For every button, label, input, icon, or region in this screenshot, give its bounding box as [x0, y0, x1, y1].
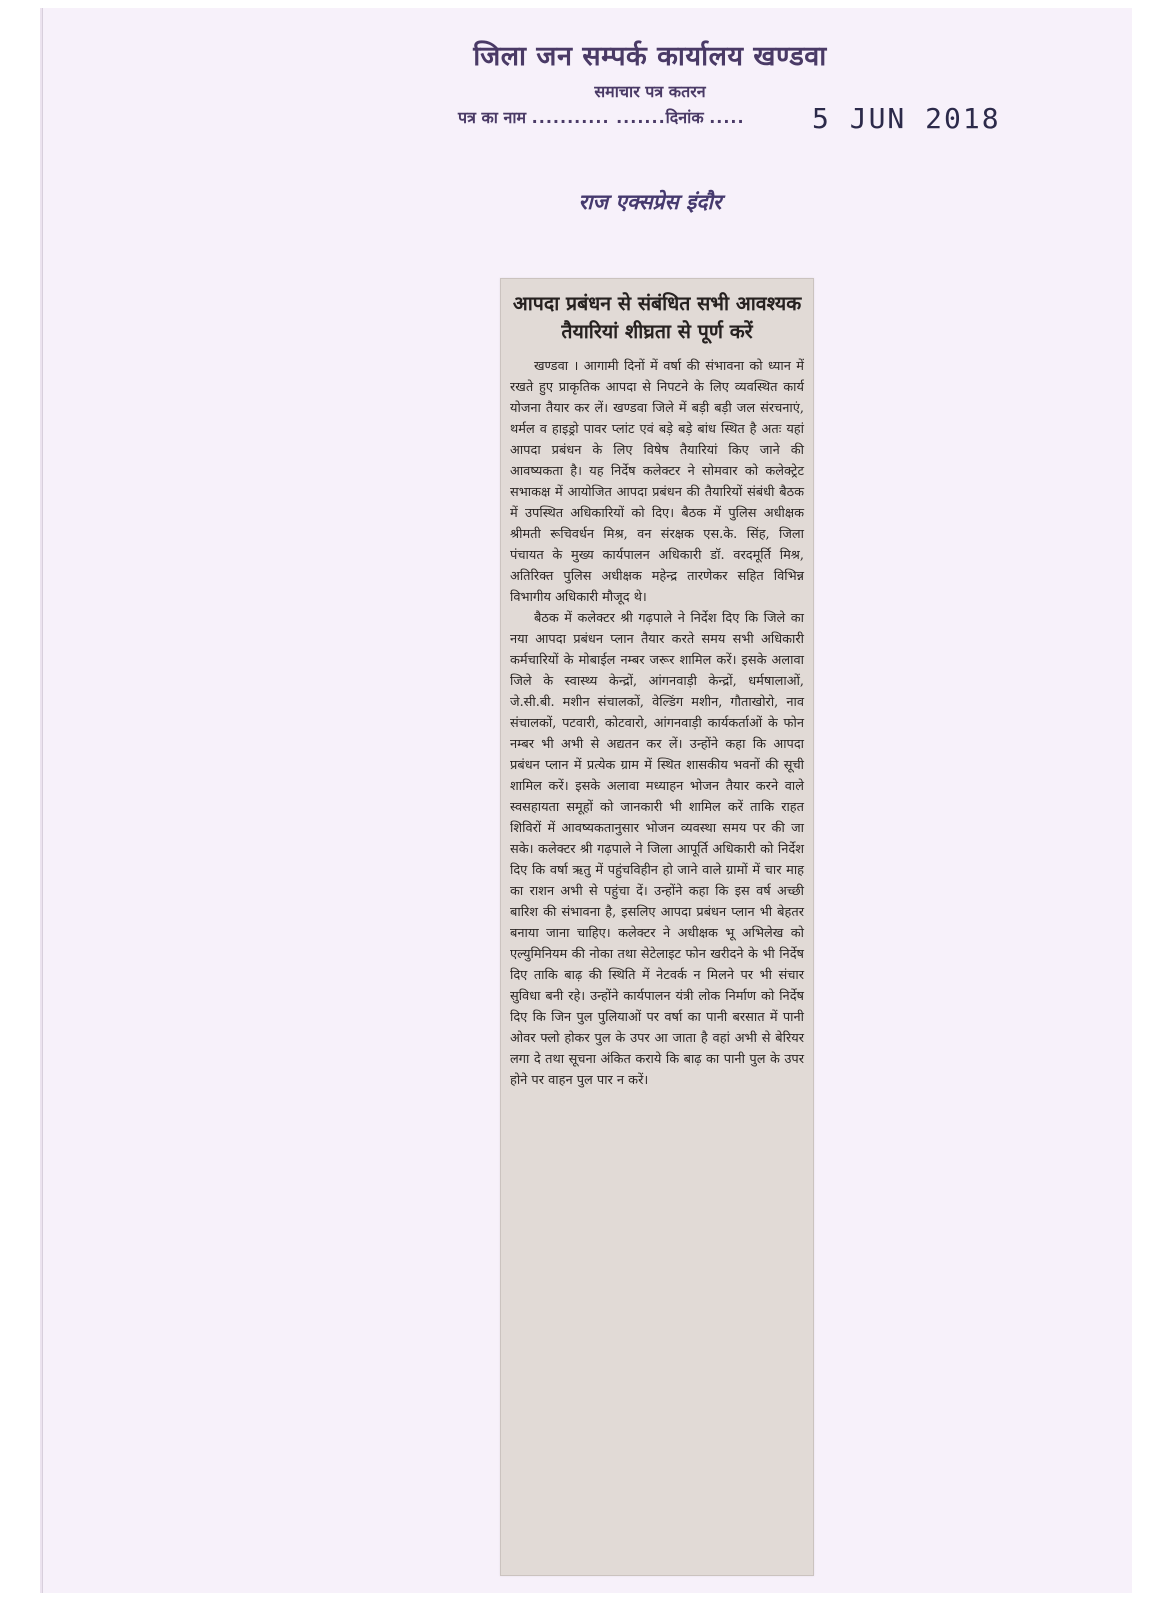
newspaper-clipping [500, 278, 814, 1576]
office-stamp-title: जिला जन सम्पर्क कार्यालय खण्डवा [473, 41, 827, 72]
article-paragraph-1: खण्डवा । आगामी दिनों में वर्षा की संभावना को ध्यान में रखते हुए प्राकृतिक आपदा से निपटने के लिए व्यवस्थित कार्य योजना तैयार कर लें। खण्डवा जिले में बड़ी बड़ी जल संरचनाएं, थर्मल व हाइड्रो पावर प्लांट एवं बड़े बड़े बांध स्थित है अतः यहां आपदा प्रबंधन के लिए विषेष तैयारियां किए जाने की आवष्यकता है। यह निर्देष कलेक्टर ने सोमवार को कलेक्ट्रेट सभाकक्ष में आयोजित आपदा प्रबंधन की तैयारियों संबंधी बैठक में उपस्थित अधिकारियों को दिए। बैठक में पुलिस अधीक्षक श्रीमती रूचिवर्धन मिश्र, वन संरक्षक एस.के. सिंह, जिला पंचायत के मुख्य कार्यपालन अधिकारी डॉ. वरदमूर्ति मिश्र, अतिरिक्त पुलिस अधीक्षक महेन्द्र तारणेकर सहित विभिन्न विभागीय अधिकारी मौजूद थे। [510, 359, 804, 605]
article-headline: आपदा प्रबंधन से संबंधित सभी आवश्यक तैयारियां शीघ्रता से पूर्ण करें [512, 292, 802, 343]
paper-name-label: पत्र का नाम [458, 108, 527, 127]
date-stamp: 5 JUN 2018 [812, 102, 1001, 135]
paper-name-dots: ........... ....... [531, 108, 666, 127]
newspaper-name: राज एक्सप्रेस इंदौर [578, 190, 722, 214]
date-dots: ..... [709, 108, 745, 127]
office-stamp-subtitle: समाचार पत्र कतरन [594, 82, 706, 101]
article-paragraph-2: बैठक में कलेक्टर श्री गढ़पाले ने निर्देश दिए कि जिले का नया आपदा प्रबंधन प्लान तैयार करते समय सभी अधिकारी कर्मचारियों के मोबाईल नम्बर जरूर शामिल करें। इसके अलावा जिले के स्वास्थ्य केन्द्रों, आंगनवाड़ी केन्द्रों, धर्मषालाओं, जे.सी.बी. मशीन संचालकों, वेल्डिंग मशीन, गौताखोरो, नाव संचालकों, पटवारी, कोटवारो, आंगनवाड़ी कार्यकर्ताओं के फोन नम्बर भी अभी से अद्यतन कर लें। उन्होंने कहा कि आपदा प्रबंधन प्लान में प्रत्येक ग्राम में स्थित शासकीय भवनों की सूची शामिल करें। इसके अलावा मध्याहन भोजन तैयार करने वाले स्वसहायता समूहों को जानकारी भी शामिल करें ताकि राहत शिविरों में आवष्यकतानुसार भोजन व्यवस्था समय पर की जा सके। कलेक्टर श्री गढ़पाले ने जिला आपूर्ति अधिकारी को निर्देश दिए कि वर्षा ऋतु में पहुंचविहीन हो जाने वाले ग्रामों में चार माह का राशन अभी से पहुंचा दें। उन्होंने कहा कि इस वर्ष अच्छी बारिश की संभावना है, इसलिए आपदा प्रबंधन प्लान भी बेहतर बनाया जाना चाहिए। कलेक्टर ने अधीक्षक भू अभिलेख को एल्युमिनियम की नोका तथा सेटेलाइट फोन खरीदने के भी निर्देष दिए ताकि बाढ़ की स्थिति में नेटवर्क न मिलने पर भी संचार सुविधा बनी रहे। उन्होंने कार्यपालन यंत्री लोक निर्माण को निर्देष दिए कि जिन पुल पुलियाओं पर वर्षा का पानी बरसात में पानी ओवर फ्लो होकर पुल के उपर आ जाता है वहां अभी से बेरियर लगा दे तथा सूचना अंकित कराये कि बाढ़ का पानी पुल के उपर होने पर वाहन पुल पार न करें। [510, 611, 804, 1088]
date-label: दिनांक [665, 108, 704, 127]
sheet-edge [42, 8, 43, 1593]
stamp-paper-row [458, 106, 745, 128]
